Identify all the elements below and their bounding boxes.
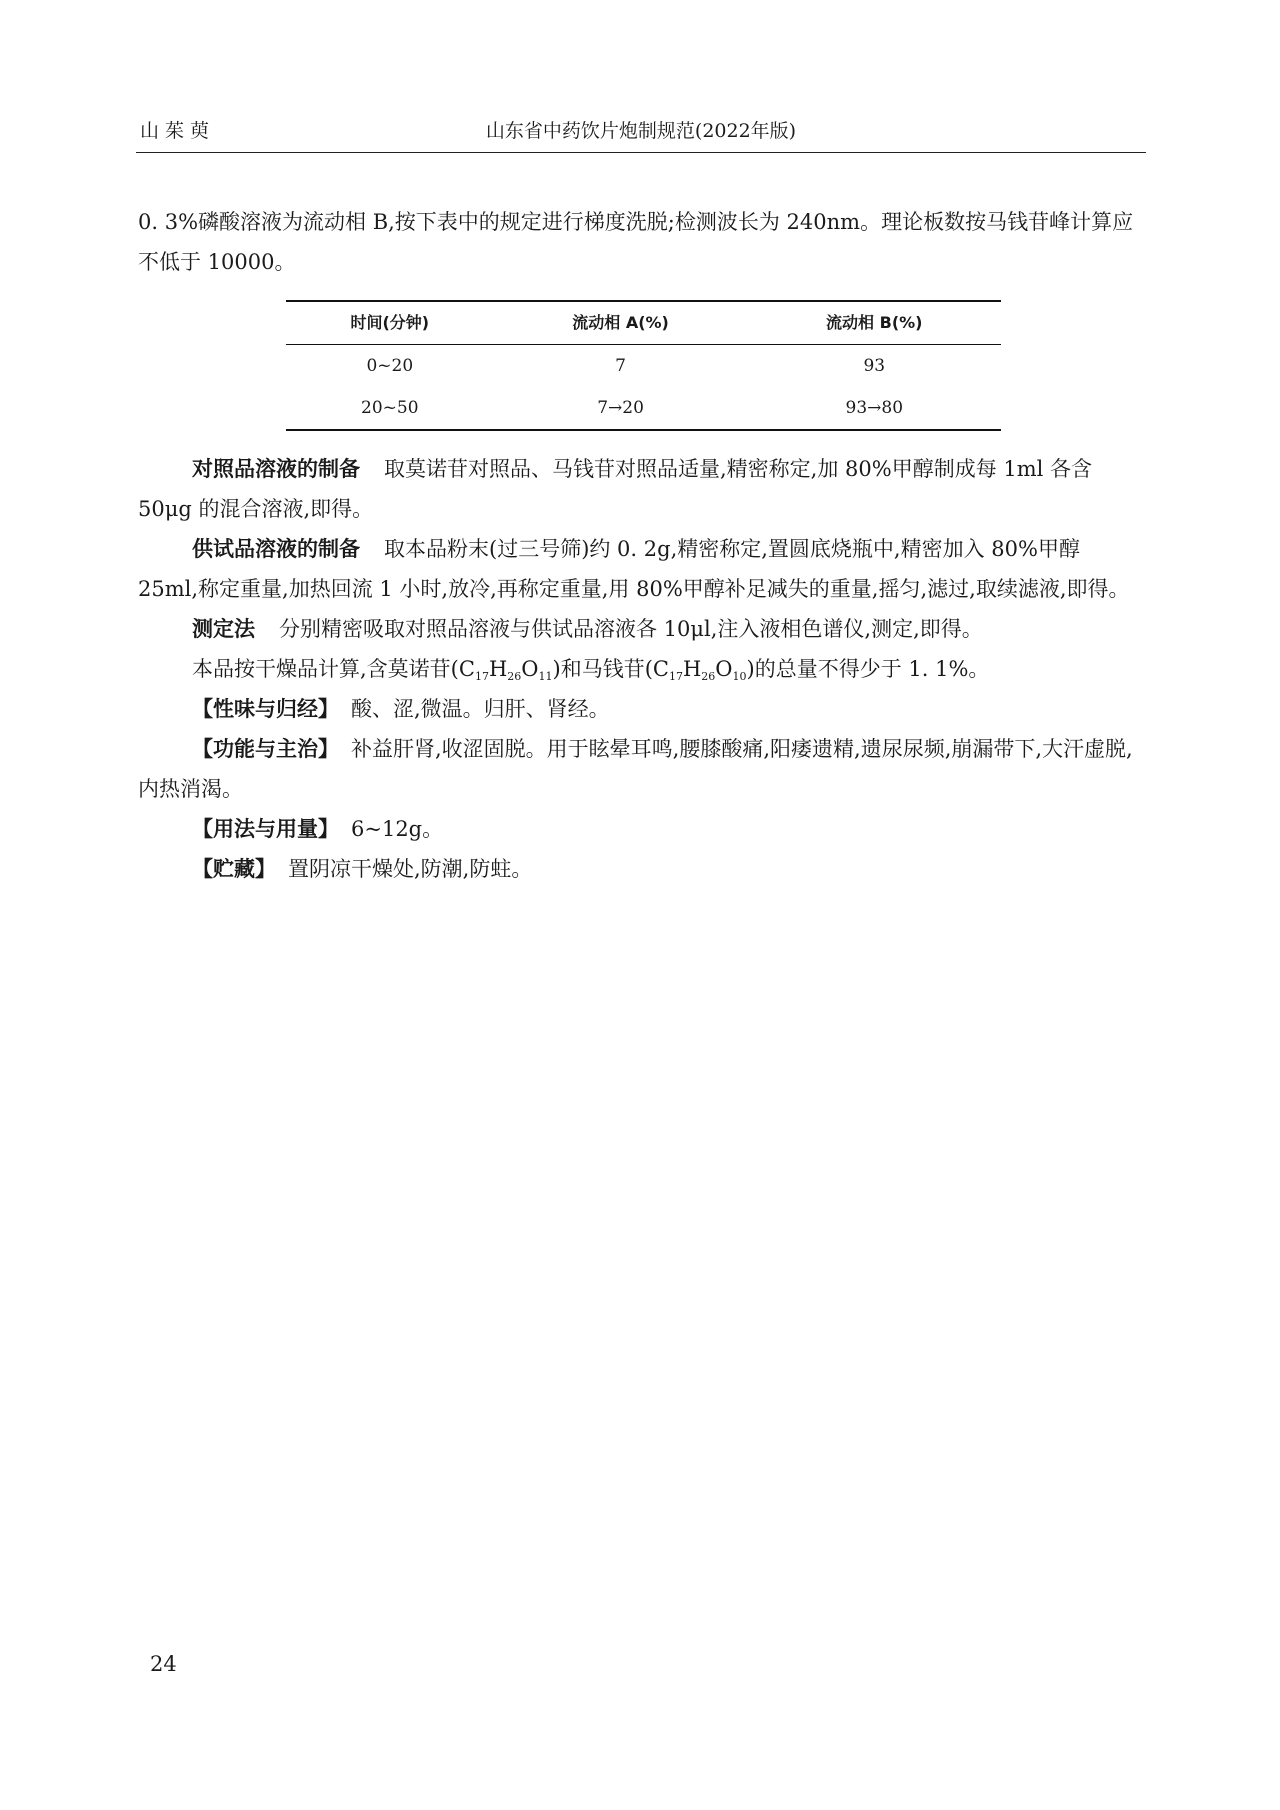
test-solution-paragraph — [138, 529, 1146, 609]
gradient-table — [286, 300, 1001, 431]
test-solution-label: 供试品溶液的制备 — [192, 537, 360, 561]
nature-label: 【性味与归经】 — [192, 697, 339, 721]
reference-solution-text: 取莫诺苷对照品、马钱苷对照品适量,精密称定,加 80%甲醇制成每 1ml 各含 50μg 的混合溶液,即得。 — [138, 457, 1093, 521]
table-cell: 93 — [863, 356, 886, 376]
dosage-paragraph — [138, 809, 1146, 849]
table-cell: 20~50 — [361, 398, 419, 418]
header-rule — [136, 152, 1146, 153]
dosage-label: 【用法与用量】 — [192, 817, 339, 841]
header-book-title: 山东省中药饮片炮制规范(2022年版) — [485, 120, 797, 142]
storage-label: 【贮藏】 — [192, 857, 276, 881]
page-header — [136, 116, 1146, 152]
table-cell: 0~20 — [366, 356, 414, 376]
assay-text: 分别精密吸取对照品溶液与供试品溶液各 10μl,注入液相色谱仪,测定,即得。 — [279, 617, 983, 641]
content-limit-middle: )和马钱苷( — [552, 657, 653, 681]
test-solution-text: 取本品粉末(过三号筛)约 0. 2g,精密称定,置圆底烧瓶中,精密加入 80%甲醇 25ml,称定重量,加热回流 1 小时,放冷,再称定重量,用 80%甲醇补足减失的重量,摇匀,滤过,取续滤液,即得。 — [138, 537, 1130, 601]
table-header-row — [286, 301, 1001, 345]
content-limit-suffix: )的总量不得少于 1. 1%。 — [746, 657, 990, 681]
reference-solution-label: 对照品溶液的制备 — [192, 457, 360, 481]
content-limit-prefix: 本品按干燥品计算,含莫诺苷( — [192, 657, 459, 681]
dosage-text: 6~12g。 — [351, 817, 444, 841]
content-limit-paragraph — [138, 649, 1146, 689]
reference-solution-paragraph — [138, 449, 1146, 529]
functions-paragraph — [138, 729, 1146, 809]
nature-text: 酸、涩,微温。归肝、肾经。 — [351, 697, 610, 721]
table-header-phase-a: 流动相 A(%) — [572, 313, 669, 332]
table-row — [286, 387, 1001, 430]
formula-morroniside: $C_{17}H_{26}O_{10}$ — [652, 657, 747, 683]
table-cell: 7→20 — [597, 398, 644, 418]
formula-loganin: $C_{17}H_{26}O_{11}$ — [458, 657, 553, 683]
nature-paragraph — [138, 689, 1146, 729]
header-herb-name: 山茱萸 — [140, 120, 216, 142]
table-row — [286, 345, 1001, 388]
storage-text: 置阴凉干燥处,防潮,防蛀。 — [288, 857, 533, 881]
functions-text: 补益肝肾,收涩固脱。用于眩晕耳鸣,腰膝酸痛,阳痿遗精,遗尿尿频,崩漏带下,大汗虚脱,内热消渴。 — [138, 737, 1133, 801]
assay-paragraph — [138, 609, 1146, 649]
table-header-phase-b: 流动相 B(%) — [826, 313, 923, 332]
assay-label: 测定法 — [192, 617, 255, 641]
page-body — [138, 202, 1146, 889]
functions-label: 【功能与主治】 — [192, 737, 339, 761]
storage-paragraph — [138, 849, 1146, 889]
page-number: 24 — [150, 1652, 177, 1676]
table-cell: 7 — [615, 356, 626, 376]
intro-paragraph: 0. 3%磷酸溶液为流动相 B,按下表中的规定进行梯度洗脱;检测波长为 240nm。理论板数按马钱苷峰计算应不低于 10000。 — [138, 210, 1134, 274]
table-cell: 93→80 — [845, 398, 904, 418]
table-header-time: 时间(分钟) — [350, 313, 430, 332]
